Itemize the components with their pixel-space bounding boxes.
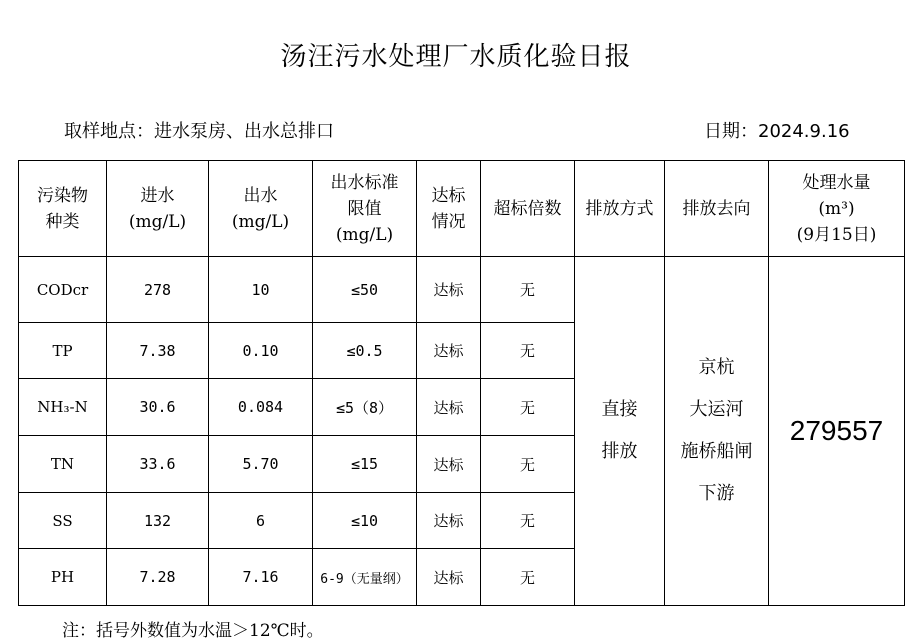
header-standard-line: 出水标准 [330, 172, 399, 193]
header-pollutant-line: 种类 [45, 211, 80, 232]
compliance-cell: 达标 [417, 436, 481, 493]
header-volume-line: (m³) [818, 198, 855, 219]
sampling-location: 取样地点：进水泵房、出水总排口 [64, 121, 334, 142]
pollutant-cell: PH [19, 549, 107, 606]
influent-cell: 7.38 [107, 323, 209, 379]
compliance-cell: 达标 [417, 549, 481, 606]
exceed-cell: 无 [481, 549, 575, 606]
influent-cell: 278 [107, 257, 209, 323]
header-standard [313, 161, 417, 257]
exceed-cell: 无 [481, 323, 575, 379]
header-row [19, 161, 905, 257]
header-discharge-method [575, 161, 665, 257]
standard-cell: ≤15 [313, 436, 417, 493]
header-exceed-multiple [481, 161, 575, 257]
header-standard-line: 限值 [347, 198, 382, 219]
pollutant-cell: CODcr [19, 257, 107, 323]
discharge-destination-line: 京杭 [698, 357, 735, 378]
compliance-cell: 达标 [417, 323, 481, 379]
influent-cell: 30.6 [107, 379, 209, 436]
compliance-cell: 达标 [417, 379, 481, 436]
standard-cell: ≤50 [313, 257, 417, 323]
report-title: 汤汪污水处理厂水质化验日报 [280, 42, 632, 72]
effluent-cell: 6 [209, 493, 313, 549]
report-date: 日期：2024.9.16 [704, 121, 850, 142]
table-row [19, 257, 905, 323]
header-volume [769, 161, 905, 257]
effluent-cell: 0.10 [209, 323, 313, 379]
exceed-cell: 无 [481, 379, 575, 436]
header-standard-line: (mg/L) [335, 224, 394, 245]
header-influent-line: 进水 [140, 185, 175, 206]
header-discharge-destination [665, 161, 769, 257]
effluent-cell: 5.70 [209, 436, 313, 493]
influent-cell: 7.28 [107, 549, 209, 606]
standard-cell: ≤0.5 [313, 323, 417, 379]
header-effluent-line: 出水 [243, 185, 278, 206]
discharge-method-line: 直接 [601, 399, 638, 420]
standard-cell: 6-9（无量纲） [313, 549, 417, 606]
header-volume-line: (9月15日) [796, 224, 877, 245]
pollutant-cell: TN [19, 436, 107, 493]
influent-cell: 132 [107, 493, 209, 549]
discharge-destination-line: 大运河 [689, 399, 744, 420]
pollutant-cell: SS [19, 493, 107, 549]
header-influent-line: (mg/L) [128, 211, 187, 232]
discharge-method-line: 排放 [601, 441, 638, 462]
compliance-cell: 达标 [417, 493, 481, 549]
header-volume-line: 处理水量 [802, 172, 871, 193]
header-method-line: 排放方式 [585, 198, 654, 219]
header-compliance-line: 情况 [431, 211, 466, 232]
discharge-destination-line: 下游 [698, 483, 735, 504]
exceed-cell: 无 [481, 257, 575, 323]
exceed-cell: 无 [481, 436, 575, 493]
footnote: 注：括号外数值为水温＞12℃时。 [62, 621, 324, 641]
header-compliance [417, 161, 481, 257]
header-pollutant [19, 161, 107, 257]
compliance-cell: 达标 [417, 257, 481, 323]
header-compliance-line: 达标 [431, 185, 466, 206]
influent-cell: 33.6 [107, 436, 209, 493]
header-effluent-line: (mg/L) [231, 211, 290, 232]
exceed-cell: 无 [481, 493, 575, 549]
pollutant-cell: TP [19, 323, 107, 379]
header-exceed-line: 超标倍数 [493, 198, 562, 219]
discharge-method-cell [575, 257, 665, 606]
pollutant-cell: NH₃-N [19, 379, 107, 436]
effluent-cell: 7.16 [209, 549, 313, 606]
header-pollutant-line: 污染物 [37, 185, 88, 206]
discharge-destination-cell [665, 257, 769, 606]
standard-cell: ≤5（8） [313, 379, 417, 436]
water-quality-table [18, 160, 905, 606]
effluent-cell: 0.084 [209, 379, 313, 436]
header-influent [107, 161, 209, 257]
effluent-cell: 10 [209, 257, 313, 323]
header-effluent [209, 161, 313, 257]
standard-cell: ≤10 [313, 493, 417, 549]
treated-volume-cell: 279557 [769, 257, 905, 606]
discharge-destination-line: 施桥船闸 [680, 441, 753, 462]
header-destination-line: 排放去向 [682, 198, 751, 219]
